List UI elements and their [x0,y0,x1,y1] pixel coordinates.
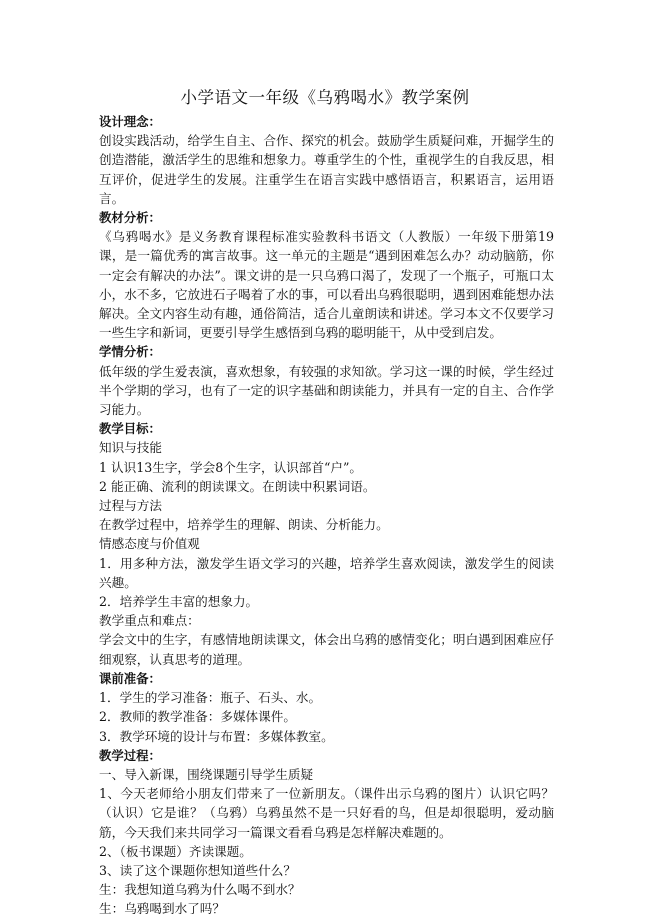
paragraph: 学会文中的生字，有感情地朗读课文，体会出乌鸦的感情变化；明白遇到困难应仔细观察，认真思考的道理。 [99,632,554,667]
paragraph: 知识与技能 [99,440,162,456]
paragraph: 2 能正确、流利的朗读课文。在朗读中积累词语。 [99,478,376,494]
paragraph: 2．培养学生丰富的想象力。 [99,594,259,610]
section-heading: 学情分析： [99,344,161,360]
paragraph: 2、（板书课题）齐读课题。 [99,843,252,859]
paragraph: 生：乌鸦喝到水了吗？ [99,901,225,917]
section-heading: 教材分析： [99,210,161,226]
paragraph: 1．学生的学习准备：瓶子、石头、水。 [99,690,322,706]
paragraph: 生：我想知道乌鸦为什么喝不到水？ [99,882,301,898]
paragraph: 《乌鸦喝水》是义务教育课程标准实验教科书语文（人教版）一年级下册第19课，是一篇优秀的寓言故事。这一单元的主题是“遇到困难怎么办？动动脑筋，你一定会有解决的办法”。课文讲的是一只乌鸦口渴了，发现了一个瓶子，可瓶口太小，水不多，它放进石子喝着了水的事，可以看出乌鸦很聪明，遇到困难能想办法解决。全文内容生动有趣，通俗简洁，适合儿童朗读和讲述。学习本文不仅要学习一些生字和新词，更要引导学生感悟到乌鸦的聪明能干，从中受到启发。 [99,229,554,341]
paragraph: 过程与方法 [99,498,162,514]
paragraph: 一、导入新课，围绕课题引导学生质疑 [99,766,314,782]
paragraph: 2．教师的教学准备：多媒体课件。 [99,709,296,725]
paragraph: 创设实践活动，给学生自主、合作、探究的机会。鼓励学生质疑问难，开掘学生的创造潜能，激活学生的思维和想象力。尊重学生的个性，重视学生的自我反思，相互评价，促进学生的发展。注重学生在语言实践中感悟语言，积累语言，运用语言。 [99,133,554,206]
paragraph: 情感态度与价值观 [99,536,200,552]
section-heading: 教学过程： [99,747,161,763]
paragraph: 低年级的学生爱表演，喜欢想象，有较强的求知欲。学习这一课的时候，学生经过半个学期的学习，也有了一定的识字基础和朗读能力，并具有一定的自主、合作学习能力。 [99,363,554,418]
section-heading: 课前准备： [99,670,161,686]
paragraph: 1．用多种方法，激发学生语文学习的兴趣，培养学生喜欢阅读，激发学生的阅读兴趣。 [99,555,554,590]
document-title: 小学语文一年级《乌鸦喝水》教学案例 [180,88,470,107]
paragraph: 1 认识13生字，学会8个生字，认识部首“户”。 [99,459,363,475]
paragraph: 在教学过程中，培养学生的理解、朗读、分析能力。 [99,517,389,533]
paragraph: 3．教学环境的设计与布置：多媒体教室。 [99,728,334,744]
paragraph: 教学重点和难点： [99,613,200,629]
paragraph: 3、读了这个课题你想知道些什么？ [99,862,296,878]
section-heading: 教学目标： [99,421,161,437]
paragraph: 1、今天老师给小朋友们带来了一位新朋友。（课件出示乌鸦的图片）认识它吗？（认识）它是谁？（乌鸦）乌鸦虽然不是一只好看的鸟，但是却很聪明，爱动脑筋，今天我们来共同学习一篇课文看看乌鸦是怎样解决难题的。 [99,786,554,840]
document-body [99,112,554,919]
section-heading: 设计理念： [99,114,161,129]
